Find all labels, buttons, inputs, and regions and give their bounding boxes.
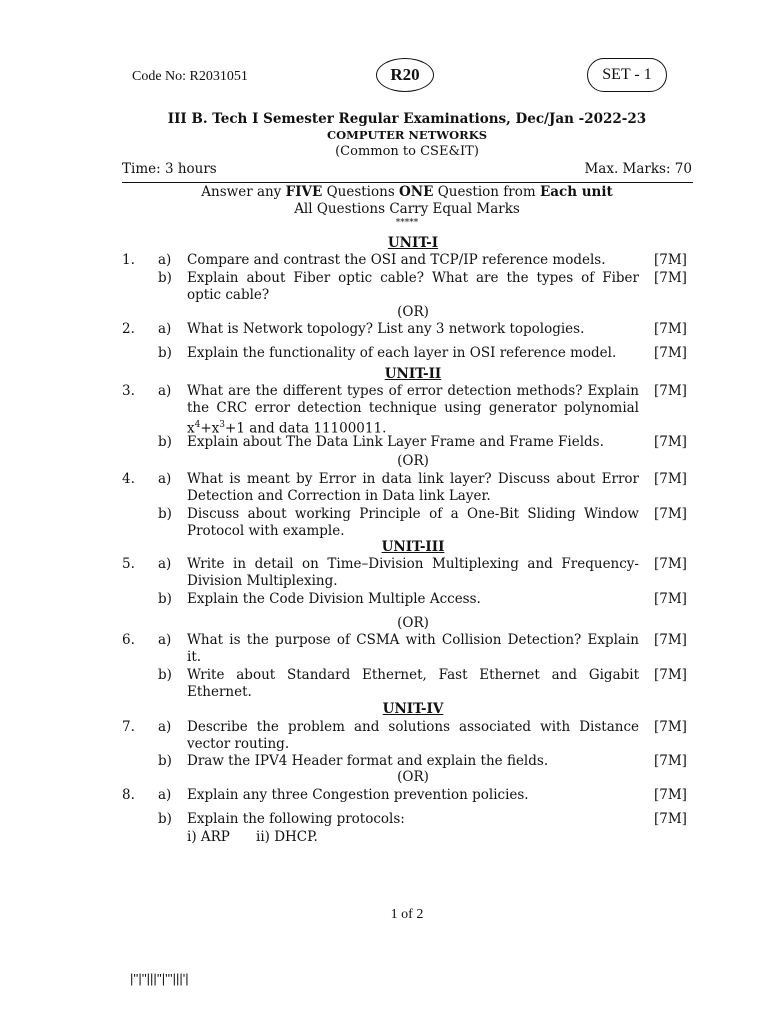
instruction-bold-five: FIVE xyxy=(285,184,323,200)
page-number: 1 of 2 xyxy=(390,907,424,922)
instruction-text: Answer any xyxy=(201,184,286,200)
regulation-badge xyxy=(376,58,434,92)
or-separator: (OR) xyxy=(397,615,429,631)
subpart-label: b) xyxy=(158,345,172,361)
question-number: 3. xyxy=(122,383,135,399)
marks-label: [7M] xyxy=(654,556,687,572)
stars-separator: ***** xyxy=(395,218,419,228)
marks-label: [7M] xyxy=(654,632,687,648)
subject-title: COMPUTER NETWORKS xyxy=(326,128,488,142)
marks-label: [7M] xyxy=(654,252,687,268)
common-note: (Common to CSE&IT) xyxy=(335,144,479,159)
marks-label: [7M] xyxy=(654,345,687,361)
barcode: |''|''|||''|'''|||'| xyxy=(130,971,189,986)
header-divider xyxy=(122,182,693,183)
unit-heading-1: UNIT-I xyxy=(387,235,439,251)
subpart-label: a) xyxy=(158,787,172,803)
marks-label: [7M] xyxy=(654,753,687,769)
question-number: 6. xyxy=(122,632,135,648)
question-number: 4. xyxy=(122,471,135,487)
subpart-label: a) xyxy=(158,383,172,399)
question-number: 5. xyxy=(122,556,135,572)
question-text: Explain the Code Division Multiple Access. xyxy=(187,591,481,607)
or-separator: (OR) xyxy=(397,304,429,320)
exponent: 3 xyxy=(219,420,226,430)
subpart-label: a) xyxy=(158,556,172,572)
question-number: 2. xyxy=(122,321,135,337)
instruction-line xyxy=(122,184,692,200)
instruction-bold-one: ONE xyxy=(399,184,434,200)
question-text-part: +x xyxy=(200,420,220,437)
instruction-text: Question from xyxy=(433,184,540,200)
question-text: Write in detail on Time–Division Multiplexing and Frequency-Division Multiplexing. xyxy=(187,556,639,589)
set-label: SET - 1 xyxy=(602,66,652,83)
exam-title: III B. Tech I Semester Regular Examinations, Dec/Jan -2022-23 xyxy=(167,111,647,127)
question-text: Explain any three Congestion prevention policies. xyxy=(187,787,529,803)
question-text: Discuss about working Principle of a One-Bit Sliding Window Protocol with example. xyxy=(187,506,639,539)
regulation-label: R20 xyxy=(390,65,420,84)
question-text: What is meant by Error in data link layer? Discuss about Error Detection and Correction in Data link Layer. xyxy=(187,471,639,504)
subpart-label: a) xyxy=(158,321,172,337)
instruction-bold-unit: Each unit xyxy=(539,184,613,200)
question-text: Describe the problem and solutions associated with Distance vector routing. xyxy=(187,719,639,752)
subpart-label: b) xyxy=(158,506,172,522)
subpart-label: b) xyxy=(158,667,172,683)
or-separator: (OR) xyxy=(397,453,429,469)
marks-label: [7M] xyxy=(654,506,687,522)
question-text: Explain about Fiber optic cable? What are the types of Fiber optic cable? xyxy=(187,270,639,303)
question-text: Write about Standard Ethernet, Fast Ethernet and Gigabit Ethernet. xyxy=(187,667,639,700)
protocol-arp: i) ARP xyxy=(187,829,230,845)
code-number: Code No: R2031051 xyxy=(132,69,248,84)
unit-heading-3: UNIT-III xyxy=(381,539,445,555)
subpart-label: b) xyxy=(158,811,172,827)
marks-label: [7M] xyxy=(654,787,687,803)
marks-label: [7M] xyxy=(654,270,687,286)
subpart-label: b) xyxy=(158,270,172,286)
instruction-text: Questions xyxy=(322,184,400,200)
question-text-part: What are the different types of error detection methods? Explain the CRC error detection technique using generator polynomial x xyxy=(187,383,639,437)
question-text-part: +1 and data 11100011. xyxy=(225,420,387,437)
marks-label: [7M] xyxy=(654,383,687,399)
question-text: Explain the following protocols: xyxy=(187,811,405,827)
subpart-label: a) xyxy=(158,632,172,648)
question-number: 1. xyxy=(122,252,135,268)
subpart-label: b) xyxy=(158,434,172,450)
question-text: Explain the functionality of each layer in OSI reference model. xyxy=(187,345,617,361)
marks-label: [7M] xyxy=(654,591,687,607)
protocol-dhcp: ii) DHCP. xyxy=(256,829,318,845)
unit-heading-2: UNIT-II xyxy=(384,366,442,382)
subpart-label: b) xyxy=(158,753,172,769)
question-text: What is the purpose of CSMA with Collision Detection? Explain it. xyxy=(187,632,639,665)
max-marks: Max. Marks: 70 xyxy=(584,161,692,177)
subpart-label: b) xyxy=(158,591,172,607)
question-text: Compare and contrast the OSI and TCP/IP reference models. xyxy=(187,252,606,268)
exponent: 4 xyxy=(194,420,201,430)
question-text xyxy=(187,383,639,438)
question-text: Draw the IPV4 Header format and explain the fields. xyxy=(187,753,549,769)
or-separator: (OR) xyxy=(397,769,429,785)
question-number: 7. xyxy=(122,719,135,735)
question-number: 8. xyxy=(122,787,135,803)
marks-label: [7M] xyxy=(654,321,687,337)
subpart-label: a) xyxy=(158,252,172,268)
subpart-label: a) xyxy=(158,719,172,735)
equal-marks-note: All Questions Carry Equal Marks xyxy=(294,201,520,217)
protocol-list xyxy=(187,829,318,845)
question-text: What is Network topology? List any 3 network topologies. xyxy=(187,321,585,337)
time-duration: Time: 3 hours xyxy=(122,161,217,177)
unit-heading-4: UNIT-IV xyxy=(382,701,444,717)
subpart-label: a) xyxy=(158,471,172,487)
marks-label: [7M] xyxy=(654,719,687,735)
question-text: Explain about The Data Link Layer Frame and Frame Fields. xyxy=(187,434,604,450)
marks-label: [7M] xyxy=(654,667,687,683)
marks-label: [7M] xyxy=(654,471,687,487)
marks-label: [7M] xyxy=(654,434,687,450)
marks-label: [7M] xyxy=(654,811,687,827)
set-badge xyxy=(587,58,667,92)
